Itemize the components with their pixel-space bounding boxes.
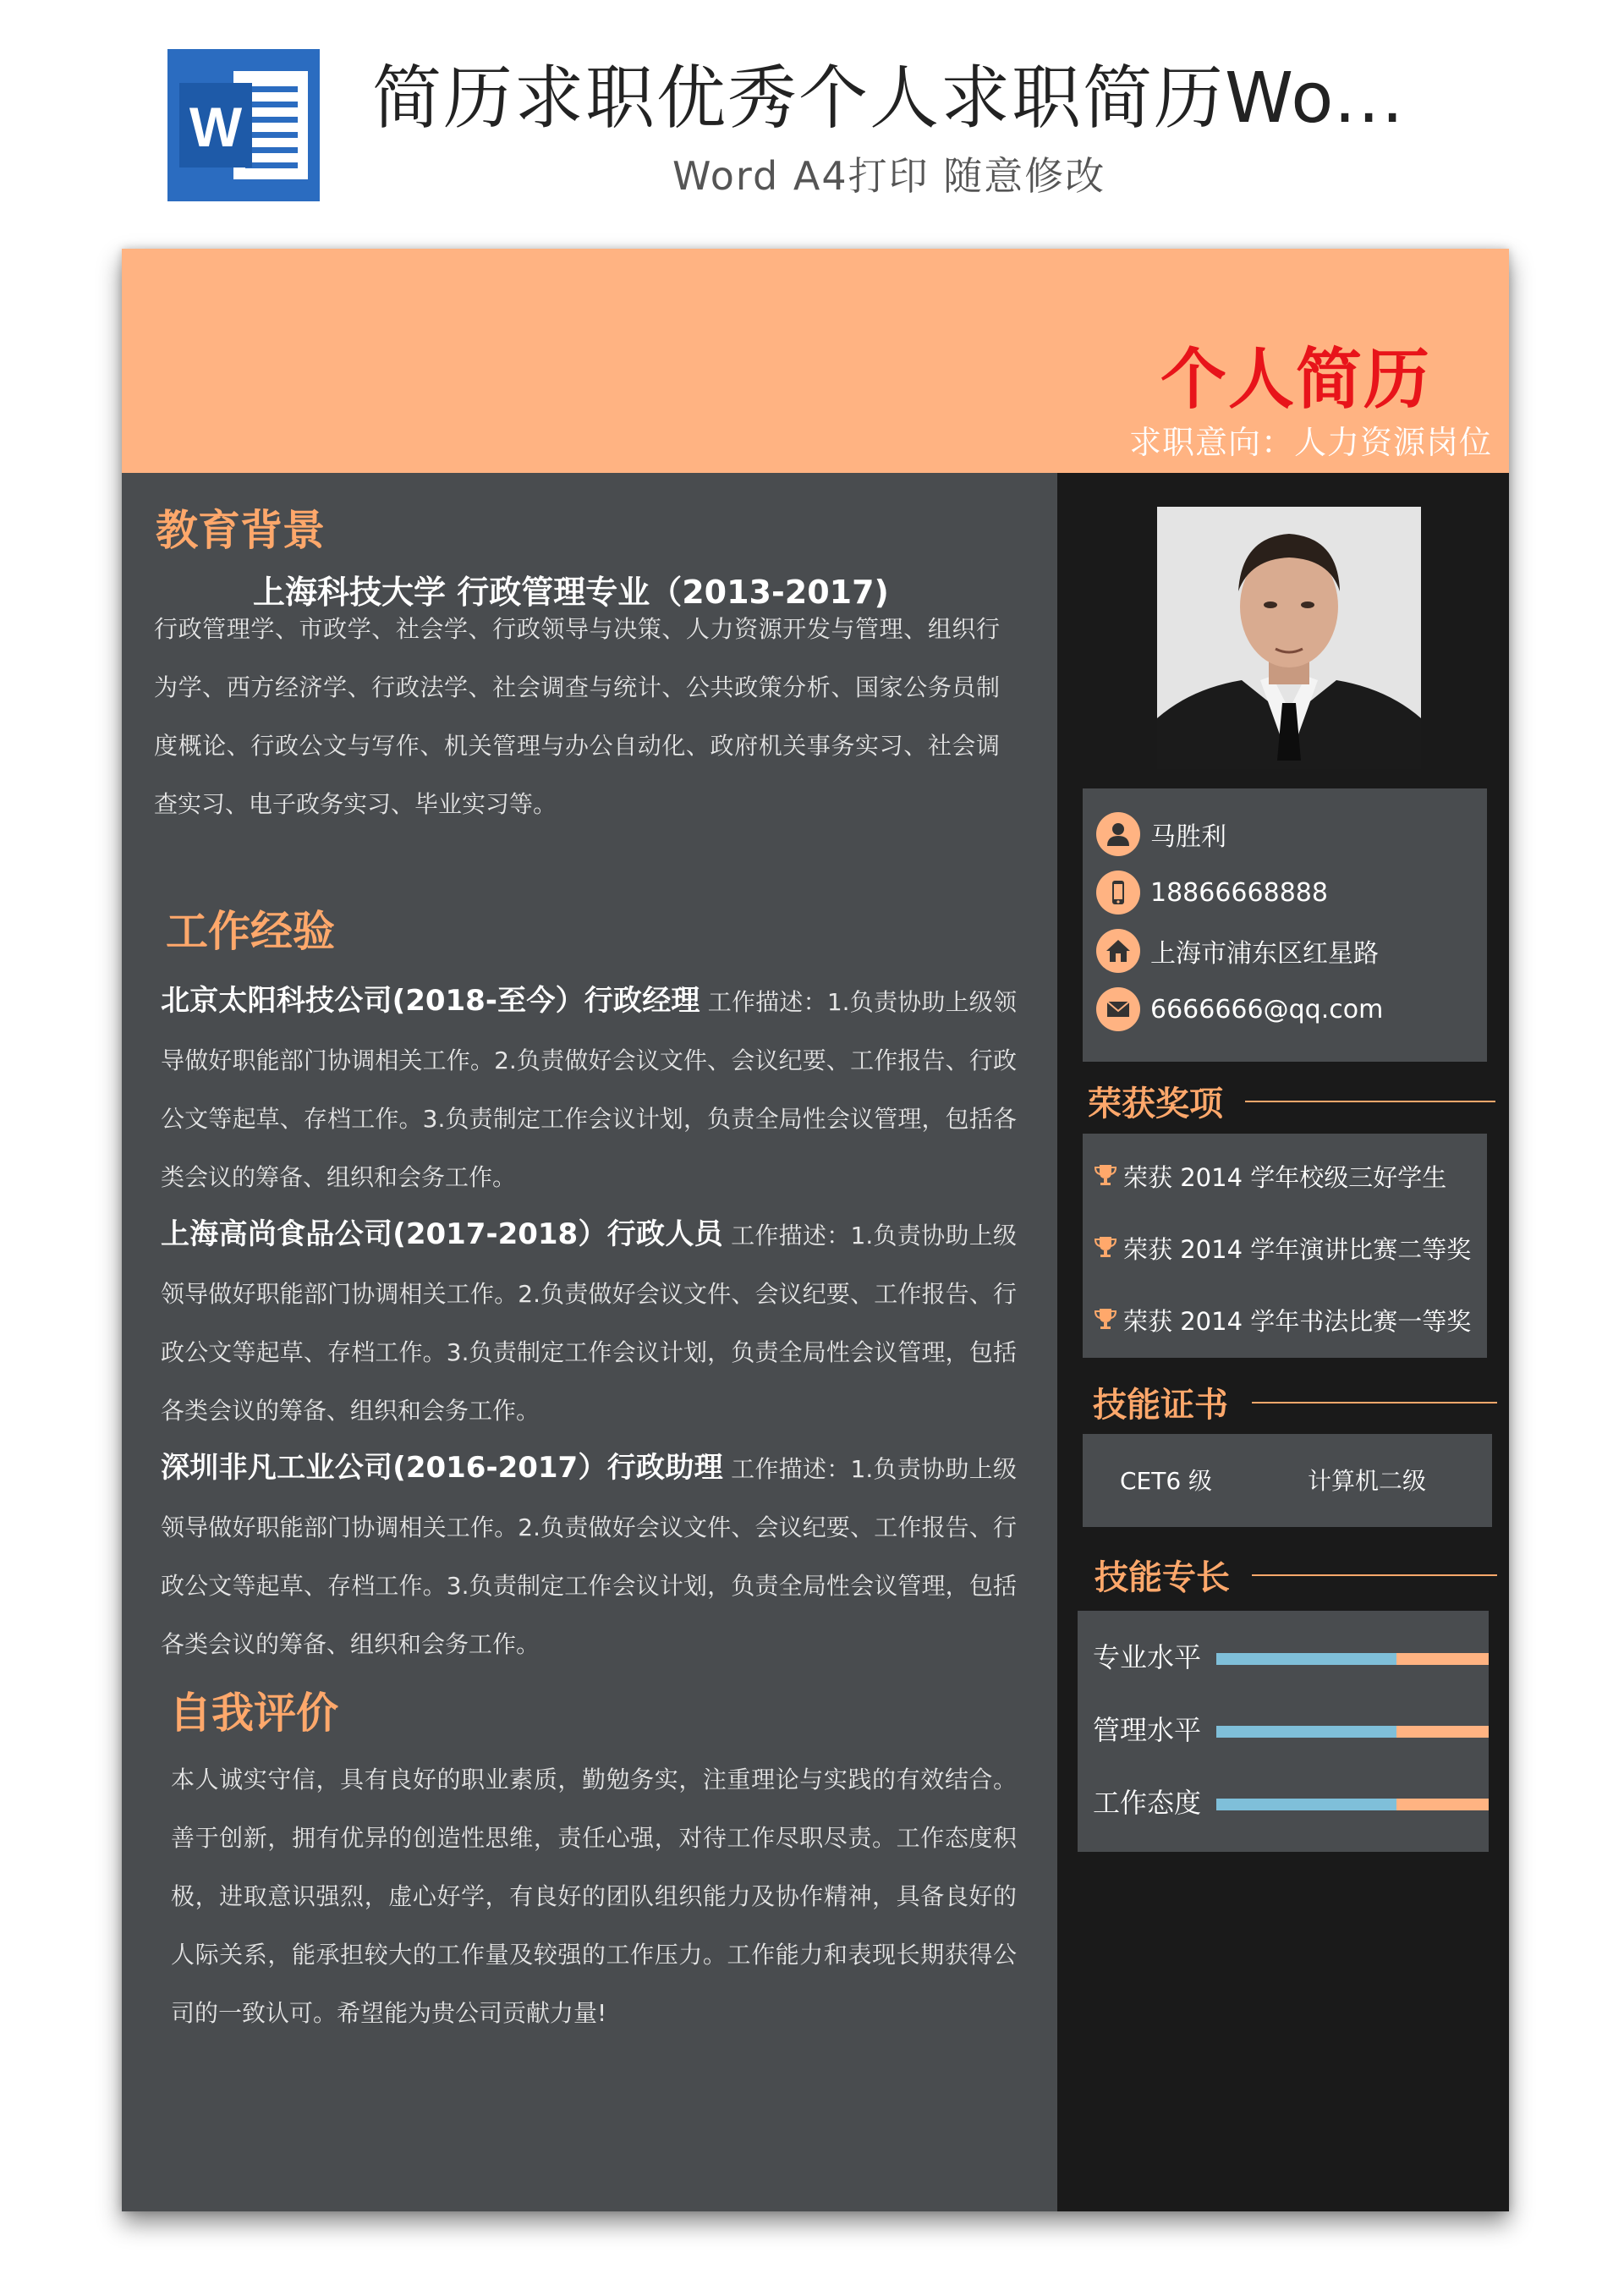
job-intent: 求职意向：人力资源岗位 (1128, 424, 1492, 461)
header-band (122, 249, 1509, 473)
left-column (122, 473, 1057, 2211)
trophy-icon (1093, 1162, 1118, 1191)
award-item (1093, 1231, 1471, 1266)
skill-bar-fill (1216, 1799, 1396, 1810)
skill-bar-fill (1216, 1726, 1396, 1738)
cert-item: 计算机二级 (1308, 1467, 1427, 1495)
contact-phone: 18866668888 (1150, 877, 1328, 908)
award-text: 荣获 2014 学年校级三好学生 (1123, 1163, 1447, 1192)
skill-bar (1216, 1653, 1489, 1665)
home-icon (1096, 929, 1140, 973)
document-title: 简历求职优秀个人求职简历Wo... (372, 58, 1406, 139)
skill-row (1093, 1775, 1489, 1826)
certs-heading: 技能证书 (1093, 1386, 1228, 1425)
contact-box (1083, 788, 1487, 1062)
person-icon (1096, 812, 1140, 856)
contact-row-address (1096, 926, 1379, 976)
skills-heading: 技能专长 (1095, 1558, 1230, 1597)
svg-text:W: W (189, 96, 243, 158)
certs-box (1083, 1434, 1492, 1527)
job-entry (161, 1439, 1017, 1673)
word-app-icon (167, 49, 320, 201)
education-school: 上海科技大学 行政管理专业（2013-2017) (253, 574, 889, 611)
self-eval-heading: 自我评价 (169, 1689, 338, 1738)
contact-row-phone (1096, 867, 1328, 918)
skill-label: 专业水平 (1093, 1641, 1202, 1673)
job-desc-label: 工作描述： (707, 988, 827, 1016)
job-title: 深圳非凡工业公司(2016-2017）行政助理 (161, 1451, 723, 1485)
job-entry (161, 1206, 1017, 1440)
contact-row-name (1096, 809, 1226, 860)
skill-bar-fill (1216, 1653, 1396, 1665)
awards-heading: 荣获奖项 (1088, 1085, 1223, 1123)
skills-box (1078, 1611, 1489, 1852)
skill-bar (1216, 1799, 1489, 1810)
education-courses: 行政管理学、市政学、社会学、行政领导与决策、人力资源开发与管理、组织行为学、西方经济学、行政法学、社会调查与统计、公共政策分析、国家公务员制度概论、行政公文与写作、机关管理与办公自动化、政府机关事务实习、社会调查实习、电子政务实习、毕业实习等。 (154, 615, 1000, 818)
job-desc: 1.负责协助上级领导做好职能部门协调相关工作。2.负责做好会议文件、会议纪要、工作报告、行政公文等起草、存档工作。3.负责制定工作会议计划，负责全局性会议管理，包括各类会议的筹备、组织和会务工作。 (161, 988, 1018, 1191)
job-title: 北京太阳科技公司(2018-至今）行政经理 (161, 984, 700, 1018)
certs-divider (1252, 1402, 1497, 1403)
awards-box (1083, 1134, 1487, 1358)
skill-label: 工作态度 (1093, 1787, 1202, 1819)
education-heading: 教育背景 (156, 506, 325, 555)
job-desc-label: 工作描述： (731, 1455, 851, 1483)
contact-name: 马胜利 (1150, 822, 1226, 852)
skills-divider (1252, 1574, 1497, 1576)
skill-row (1093, 1629, 1489, 1680)
job-desc: 1.负责协助上级领导做好职能部门协调相关工作。2.负责做好会议文件、会议纪要、工作报告、行政公文等起草、存档工作。3.负责制定工作会议计划，负责全局性会议管理，包括各类会议的筹备、组织和会务工作。 (161, 1455, 1017, 1658)
job-title: 上海高尚食品公司(2017-2018）行政人员 (161, 1217, 723, 1251)
resume-sheet (122, 249, 1509, 2211)
profile-photo (1157, 507, 1421, 769)
contact-row-email (1096, 984, 1383, 1035)
contact-email: 6666666@qq.com (1150, 994, 1384, 1024)
self-eval-text: 本人诚实守信，具有良好的职业素质，勤勉务实，注重理论与实践的有效结合。善于创新，拥有优异的创造性思维，责任心强，对待工作尽职尽责。工作态度积极，进取意识强烈，虚心好学，有良好的团队组织能力及协作精神，具备良好的人际关系，能承担较大的工作量及较强的工作压力。工作能力和表现长期获得公司的一致认可。希望能为贵公司贡献力量! (171, 1766, 1017, 2027)
contact-address: 上海市浦东区红星路 (1150, 939, 1379, 969)
phone-icon (1096, 871, 1140, 915)
job-entry (161, 972, 1017, 1206)
trophy-icon (1093, 1306, 1118, 1335)
job-desc-label: 工作描述： (731, 1222, 851, 1250)
cert-item: CET6 级 (1120, 1467, 1213, 1495)
document-subtitle: Word A4打印 随意修改 (672, 153, 1106, 199)
award-text: 荣获 2014 学年演讲比赛二等奖 (1123, 1235, 1472, 1264)
award-text: 荣获 2014 学年书法比赛一等奖 (1123, 1307, 1472, 1336)
job-desc: 1.负责协助上级领导做好职能部门协调相关工作。2.负责做好会议文件、会议纪要、工作报告、行政公文等起草、存档工作。3.负责制定工作会议计划，负责全局性会议管理，包括各类会议的筹备、组织和会务工作。 (161, 1222, 1017, 1425)
awards-divider (1245, 1101, 1495, 1102)
award-item (1093, 1303, 1471, 1338)
skill-label: 管理水平 (1093, 1714, 1202, 1746)
skill-row (1093, 1702, 1489, 1753)
mail-icon (1096, 987, 1140, 1031)
right-column (1057, 473, 1509, 2211)
skill-bar (1216, 1726, 1489, 1738)
resume-title: 个人简历 (1160, 342, 1431, 418)
experience-heading: 工作经验 (166, 907, 335, 956)
award-item (1093, 1159, 1446, 1194)
trophy-icon (1093, 1234, 1118, 1263)
